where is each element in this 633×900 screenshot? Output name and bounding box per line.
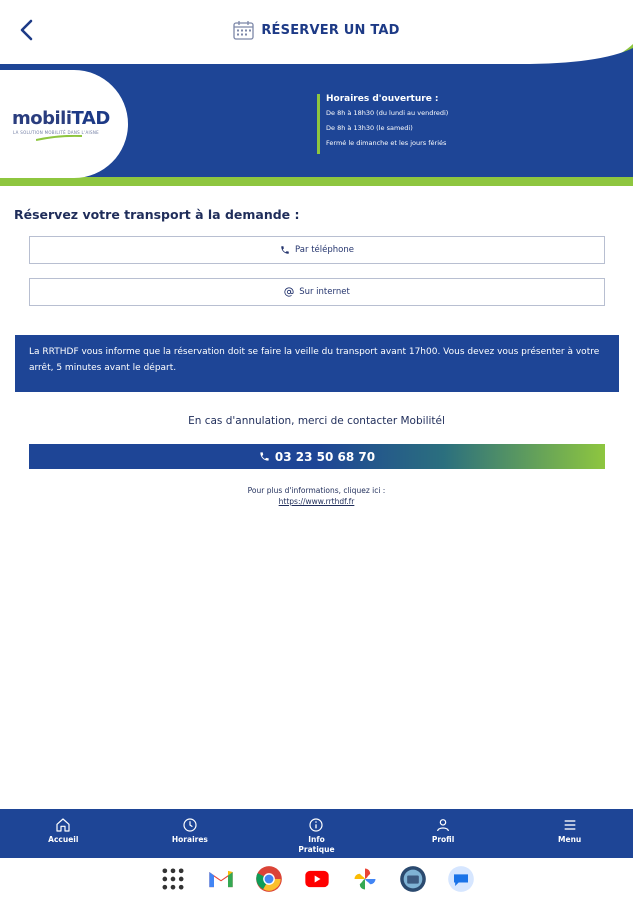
game-app-icon[interactable] [398, 864, 428, 894]
logo-swoosh-icon [36, 135, 82, 141]
phone-reservation-button[interactable] [29, 236, 605, 264]
logo-tagline: LA SOLUTION MOBILITÉ DANS L'AISNE [13, 130, 99, 135]
system-dock [0, 858, 633, 900]
nav-item-info-pratique[interactable] [253, 809, 380, 858]
hours-line: Fermé le dimanche et les jours fériés [326, 139, 447, 147]
phone-icon [280, 245, 290, 255]
apps-grid-icon[interactable] [158, 864, 188, 894]
nav-item-profil[interactable] [380, 809, 507, 858]
gmail-icon[interactable] [206, 864, 236, 894]
phone-icon [259, 451, 270, 462]
website-link[interactable]: https://www.rrthdf.fr [278, 497, 355, 506]
page-title: RÉSERVER UN TAD [261, 22, 400, 38]
more-info-text: Pour plus d'informations, cliquez ici : [247, 486, 386, 495]
nav-item-horaires[interactable] [127, 809, 254, 858]
nav-label: Horaires [171, 835, 208, 844]
phone-number: 03 23 50 68 70 [274, 449, 376, 464]
clock-icon [182, 817, 198, 833]
phone-option-label: Par téléphone [295, 245, 354, 255]
mobilitad-logo: mobiliTAD [12, 108, 110, 129]
menu-icon [562, 817, 578, 833]
hours-line: De 8h à 18h30 (du lundi au vendredi) [326, 109, 449, 117]
at-sign-icon [284, 287, 294, 297]
nav-label: Profil [431, 835, 455, 844]
cancellation-text: En cas d'annulation, merci de contacter Mobilitél [188, 415, 445, 427]
chrome-icon[interactable] [254, 864, 284, 894]
home-icon [55, 817, 71, 833]
messages-icon[interactable] [446, 864, 476, 894]
user-icon [435, 817, 451, 833]
call-phone-button[interactable] [29, 444, 605, 469]
info-icon [308, 817, 324, 833]
internet-reservation-button[interactable] [29, 278, 605, 306]
hours-title: Horaires d'ouverture : [326, 94, 439, 104]
nav-label: Info Pratique [298, 835, 335, 854]
hours-line: De 8h à 13h30 (le samedi) [326, 124, 413, 132]
nav-item-menu[interactable] [506, 809, 633, 858]
nav-label: Accueil [48, 835, 79, 844]
section-title: Réservez votre transport à la demande : [14, 207, 300, 222]
photos-icon[interactable] [350, 864, 380, 894]
nav-label: Menu [558, 835, 582, 844]
youtube-icon[interactable] [302, 864, 332, 894]
reservation-notice: La RRTHDF vous informe que la réservation doit se faire la veille du transport avant 17h00. Vous devez vous présenter à votre arrêt, 5 minutes avant le départ. [15, 335, 619, 392]
calendar-icon [233, 20, 255, 40]
bottom-navigation [0, 809, 633, 858]
internet-option-label: Sur internet [299, 287, 350, 297]
nav-item-accueil[interactable] [0, 809, 127, 858]
opening-hours [317, 94, 448, 154]
